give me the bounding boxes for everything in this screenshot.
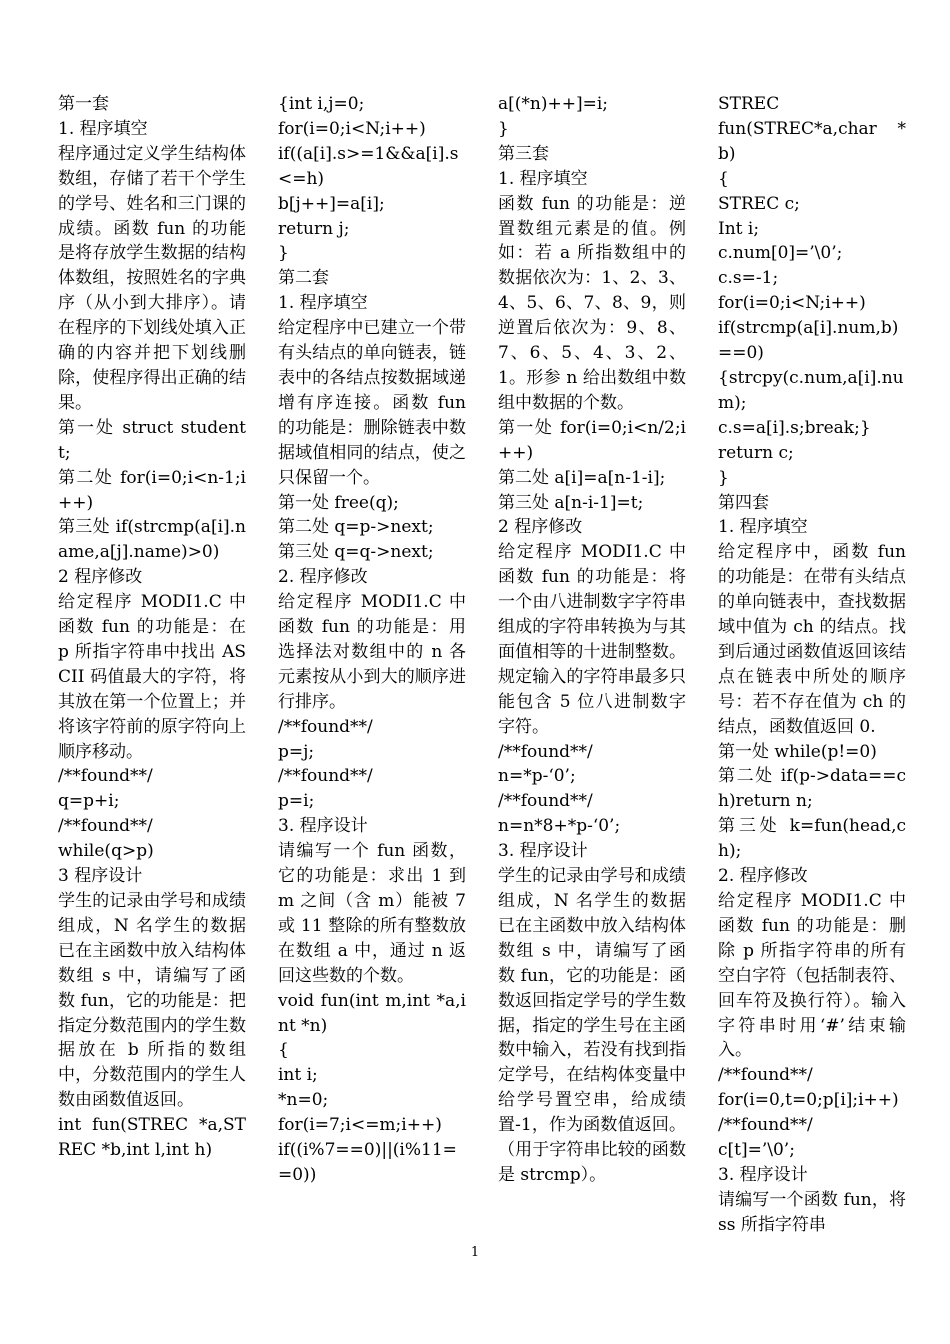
text-line: 第二处 for(i=0;i<n-1;i++) xyxy=(58,467,246,513)
text-line: if((a[i].s>=1&&a[i].s<=h) xyxy=(278,143,459,189)
text-line: 第三套 xyxy=(498,143,549,164)
text-line: return c; xyxy=(718,442,794,463)
text-line: p=j; xyxy=(278,741,315,762)
text-line: 给定程序中已建立一个带有头结点的单向链表，链表中的各结点按数据域递增有序连接。函数 fun 的功能是：删除链表中数据域值相同的结点，使之只保留一个。 xyxy=(278,318,466,488)
text-line: 第一处 struct student t; xyxy=(58,417,246,463)
text-line: /**found**/ xyxy=(278,766,373,787)
text-line: for(i=0,t=0;p[i];i++) xyxy=(718,1090,899,1111)
text-line: /**found**/ xyxy=(58,816,153,837)
text-line: 第二处 if(p->data==ch)return n; xyxy=(718,766,906,812)
text-line: 3 程序设计 xyxy=(58,866,143,887)
text-line: } xyxy=(498,118,509,139)
text-line: 请编写一个函数 fun，将 ss 所指字符串 xyxy=(718,1189,906,1235)
text-line: 3. 程序设计 xyxy=(498,841,588,862)
text-line: { xyxy=(278,1040,289,1061)
text-line: p=i; xyxy=(278,791,315,812)
text-line: b[j++]=a[i]; xyxy=(278,193,385,214)
text-line: for(i=0;i<N;i++) xyxy=(278,118,426,139)
text-line: 第一套 xyxy=(58,94,109,114)
text-line: c.s=a[i].s;break;} xyxy=(718,417,871,438)
text-line: 给定程序中，函数 fun 的功能是：在带有头结点的单向链表中，查找数据域中值为 ch 的结点。找到后通过函数值返回该结点在链表中所处的顺序号：若不存在值为 ch 的结点，函数值返回 0. xyxy=(718,542,906,737)
text-line: 学生的记录由学号和成绩组成，N 名学生的数据已在主函数中放入结构体数组 s 中，请编写了函数 fun，它的功能是：函数返回指定学号的学生数据，指定的学生号在主函数中输入，若没有找到指定学号，在结构体变量中给学号置空串，给成绩置-1，作为函数值返回。（用于字符串比较的函数是 strcmp）。 xyxy=(498,866,686,1185)
text-line: 第二套 xyxy=(278,268,329,289)
text-line: 1. 程序填空 xyxy=(278,293,368,314)
text-line: n=*p-‘0’; xyxy=(498,766,576,787)
text-line: {strcpy(c.num,a[i].num); xyxy=(718,367,904,413)
text-line: return j; xyxy=(278,218,350,239)
text-line: 第一处 while(p!=0) xyxy=(718,741,877,762)
text-line: 3. 程序设计 xyxy=(278,816,368,837)
text-line: 给定程序 MODI1.C 中函数 fun 的功能是：删除 p 所指字符串的所有空白字符（包括制表符、回车符及换行符）。输入字符串时用‘#’结束输入。 xyxy=(718,891,906,1061)
text-line: } xyxy=(278,243,289,264)
text-line: 给定程序 MODI1.C 中函数 fun 的功能是：用选择法对数组中的 n 各元素按从小到大的顺序进行排序。 xyxy=(278,592,466,712)
text-line: 2 程序修改 xyxy=(498,517,583,538)
text-line: 第二处 a[i]=a[n-1-i]; xyxy=(498,467,666,488)
text-line: if((i%7==0)||(i%11==0)) xyxy=(278,1140,457,1185)
text-line: /**found**/ xyxy=(498,741,593,762)
text-line: for(i=0;i<N;i++) xyxy=(718,293,866,314)
text-line: void fun(int m,int *a,int *n) xyxy=(278,990,466,1036)
text-line: 第三处 if(strcmp(a[i].name,a[j].name)>0) xyxy=(58,517,246,563)
text-line: { xyxy=(718,168,729,189)
text-column-3 xyxy=(498,92,686,1188)
text-line: if(strcmp(a[i].num,b)==0) xyxy=(718,318,899,364)
text-line: fun(STREC*a,char *b) xyxy=(718,118,906,164)
text-column-4 xyxy=(718,92,906,1238)
text-line: c.num[0]=’\0’; xyxy=(718,243,843,264)
text-line: *n=0; xyxy=(278,1090,329,1111)
text-line: n=n*8+*p-‘0’; xyxy=(498,816,621,837)
text-line: 第四套 xyxy=(718,492,769,513)
text-line: 3. 程序设计 xyxy=(718,1164,808,1185)
text-line: 1. 程序填空 xyxy=(718,517,808,538)
text-line: 学生的记录由学号和成绩组成，N 名学生的数据已在主函数中放入结构体数组 s 中，请编写了函数 fun，它的功能是：把指定分数范围内的学生数据放在 b 所指的数组中，分数范围内的学生人数由函数值返回。 xyxy=(58,891,246,1111)
text-line: 2. 程序修改 xyxy=(278,567,368,588)
text-line: 第三处 k=fun(head,ch); xyxy=(718,816,906,862)
text-line: /**found**/ xyxy=(498,791,593,812)
text-line: 给定程序 MODI1.C 中函数 fun 的功能是：在 p 所指字符串中找出 ASCII 码值最大的字符，将其放在第一个位置上；并将该字符前的原字符向上顺序移动。 xyxy=(58,592,246,762)
text-line: 1. 程序填空 xyxy=(58,118,148,139)
text-line: 函数 fun 的功能是：逆置数组元素是的值。例如：若 a 所指数组中的数据依次为：1、2、3、4、5、6、7、8、9，则逆置后依次为：9、8、7、6、5、4、3、2、1。形参 n 给出数组中数组中数据的个数。 xyxy=(498,193,686,413)
text-line: STREC c; xyxy=(718,193,800,214)
text-line: 1. 程序填空 xyxy=(498,168,588,189)
text-column-2 xyxy=(278,92,466,1188)
text-line: 2. 程序修改 xyxy=(718,866,808,887)
text-line: Int i; xyxy=(718,218,760,239)
text-line: 第二处 q=p->next; xyxy=(278,517,434,538)
text-line: /**found**/ xyxy=(58,766,153,787)
text-line: a[(*n)++]=i; xyxy=(498,94,609,114)
text-line: /**found**/ xyxy=(718,1115,813,1136)
text-line: 第一处 free(q); xyxy=(278,492,399,513)
text-line: /**found**/ xyxy=(718,1065,813,1086)
page-number: 1 xyxy=(470,1245,480,1260)
text-line: 第三处 a[n-i-1]=t; xyxy=(498,492,644,513)
text-line: int fun(STREC *a,STREC *b,int l,int h) xyxy=(58,1115,246,1161)
text-column-1 xyxy=(58,92,246,1163)
text-line: q=p+i; xyxy=(58,791,120,812)
text-line: 程序通过定义学生结构体数组，存储了若干个学生的学号、姓名和三门课的成绩。函数 fun 的功能是将存放学生数据的结构体数组，按照姓名的字典序（从小到大排序）。请在程序的下划线处填入正确的内容并把下划线删除，使程序得出正确的结果。 xyxy=(58,143,246,413)
text-line: {int i,j=0; xyxy=(278,94,365,114)
text-line: } xyxy=(718,467,729,488)
text-line: int i; xyxy=(278,1065,318,1086)
text-line: 2 程序修改 xyxy=(58,567,143,588)
text-line: /**found**/ xyxy=(278,716,373,737)
text-line: for(i=7;i<=m;i++) xyxy=(278,1115,442,1136)
text-line: c[t]=’\0’; xyxy=(718,1140,795,1161)
text-line: 给定程序 MODI1.C 中函数 fun 的功能是：将一个由八进制数字字符串组成的字符串转换为与其面值相等的十进制整数。规定输入的字符串最多只能包含 5 位八进制数字字符。 xyxy=(498,542,686,737)
text-line: 第三处 q=q->next; xyxy=(278,542,434,563)
text-line: STREC xyxy=(718,94,780,114)
text-line: 第一处 for(i=0;i<n/2;i++) xyxy=(498,417,686,463)
text-line: c.s=-1; xyxy=(718,268,779,289)
text-line: 请编写一个 fun 函数，它的功能是：求出 1 到 m 之间（含 m）能被 7 或 11 整除的所有整数放在数组 a 中，通过 n 返回这些数的个数。 xyxy=(278,841,466,986)
text-line: while(q>p) xyxy=(58,841,154,862)
